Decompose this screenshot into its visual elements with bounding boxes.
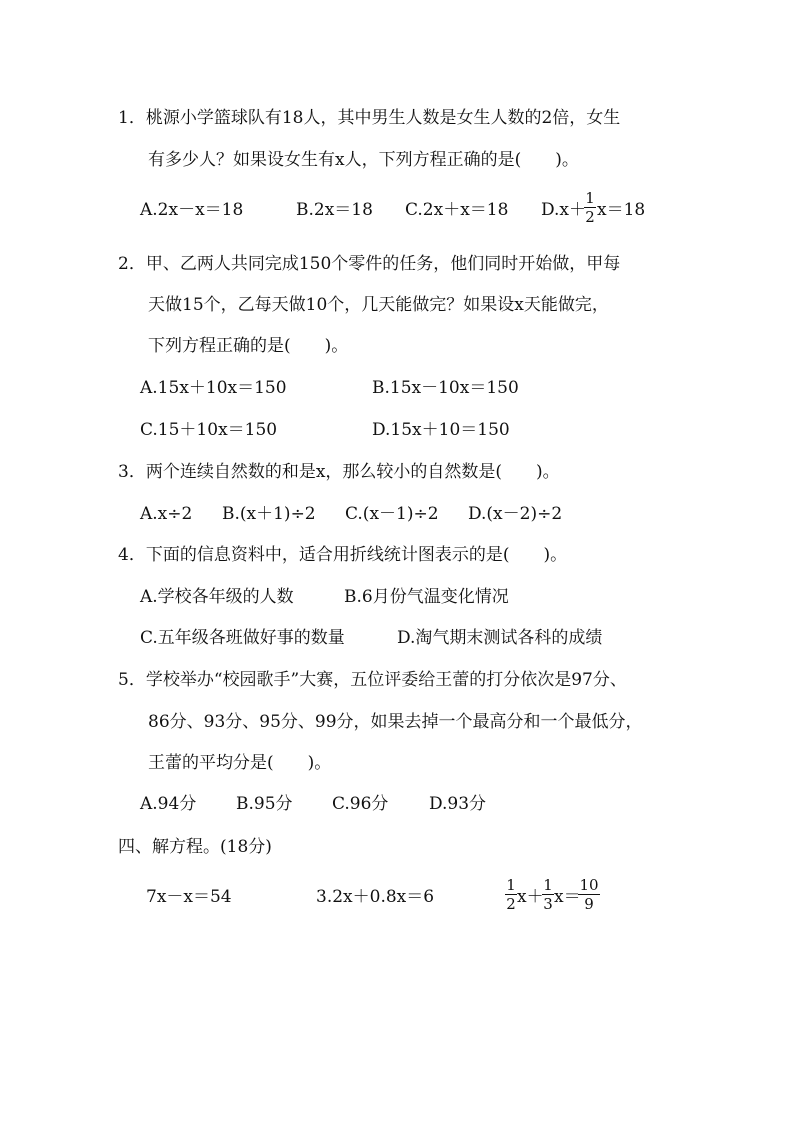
fraction-denominator: 3 <box>543 895 553 913</box>
q4-option-b: B.6月份气温变化情况 <box>344 587 509 607</box>
q2-option-c: C.15＋10x＝150 <box>140 420 278 440</box>
fraction-denominator: 9 <box>584 895 594 913</box>
q3-option-b: B.(x＋1)÷2 <box>222 504 316 524</box>
fraction-numerator: 10 <box>579 876 599 894</box>
equation-3-fraction-1 <box>505 877 517 912</box>
q2-line3: 下列方程正确的是( )。 <box>148 336 349 356</box>
q1-option-c: C.2x＋x＝18 <box>405 200 509 220</box>
q5-option-d: D.93分 <box>429 794 487 814</box>
section-title: 四、解方程。(18分) <box>118 837 272 857</box>
equation-3-mid: x＋ <box>517 887 544 907</box>
equation-3-mid2: x＝ <box>554 887 581 907</box>
q3-option-d: D.(x－2)÷2 <box>468 504 563 524</box>
fraction-numerator: 1 <box>543 876 553 894</box>
q5-option-c: C.96分 <box>332 794 389 814</box>
fraction-numerator: 1 <box>506 876 516 894</box>
q5-option-b: B.95分 <box>236 794 293 814</box>
equation-2: 3.2x＋0.8x＝6 <box>316 887 435 907</box>
q2-option-a: A.15x＋10x＝150 <box>140 378 287 398</box>
q3-option-a: A.x÷2 <box>140 504 193 524</box>
equation-3-fraction-2 <box>542 877 554 912</box>
q4-line1: 4．下面的信息资料中，适合用折线统计图表示的是( )。 <box>118 545 568 565</box>
q1-line2: 有多少人？如果设女生有x人，下列方程正确的是( )。 <box>148 150 579 170</box>
q3-option-c: C.(x－1)÷2 <box>345 504 439 524</box>
equation-3-fraction-3 <box>578 877 600 912</box>
q3-line1: 3．两个连续自然数的和是x，那么较小的自然数是( )。 <box>118 462 560 482</box>
q1-option-b: B.2x＝18 <box>296 200 373 220</box>
q2-option-b: B.15x－10x＝150 <box>372 378 519 398</box>
q1-option-d-fraction <box>584 190 596 225</box>
q1-option-d-prefix: D.x＋ <box>541 200 587 220</box>
q1-option-a: A.2x－x＝18 <box>140 200 244 220</box>
q4-option-c: C.五年级各班做好事的数量 <box>140 628 345 648</box>
q5-line1: 5．学校举办“校园歌手”大赛，五位评委给王蕾的打分依次是97分、 <box>118 670 627 690</box>
q4-option-a: A.学校各年级的人数 <box>140 587 294 607</box>
q1-option-d-suffix: x＝18 <box>597 200 646 220</box>
q4-option-d: D.淘气期末测试各科的成绩 <box>397 628 603 648</box>
fraction-numerator: 1 <box>585 189 595 207</box>
q1-line1: 1．桃源小学篮球队有18人，其中男生人数是女生人数的2倍，女生 <box>118 108 621 128</box>
q5-line2: 86分、93分、95分、99分，如果去掉一个最高分和一个最低分， <box>148 712 643 732</box>
fraction-denominator: 2 <box>585 208 595 226</box>
fraction-denominator: 2 <box>506 895 516 913</box>
equation-1: 7x－x＝54 <box>146 887 232 907</box>
q2-line1: 2．甲、乙两人共同完成150个零件的任务，他们同时开始做，甲每 <box>118 254 621 274</box>
q2-line2: 天做15个，乙每天做10个，几天能做完？如果设x天能做完， <box>148 295 609 315</box>
q5-option-a: A.94分 <box>140 794 197 814</box>
q5-line3: 王蕾的平均分是( )。 <box>148 753 332 773</box>
q2-option-d: D.15x＋10＝150 <box>372 420 510 440</box>
